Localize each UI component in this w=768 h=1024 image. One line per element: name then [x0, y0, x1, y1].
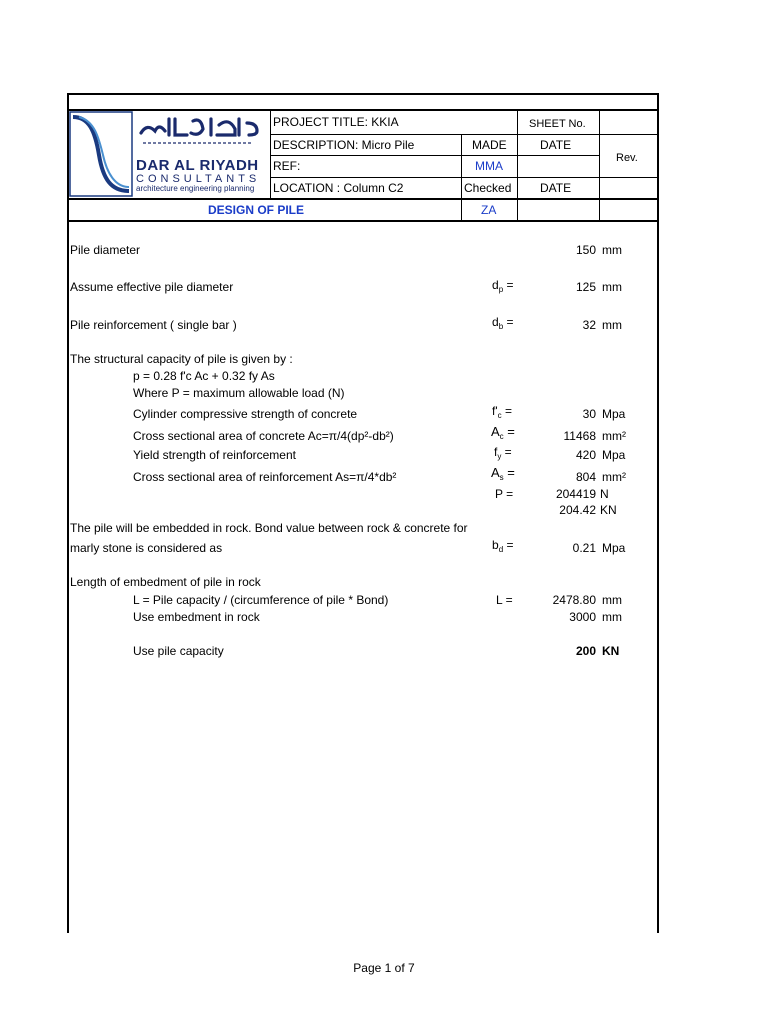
- design-title: DESIGN OF PILE: [208, 203, 305, 217]
- l-symbol: L =: [496, 593, 513, 607]
- pile-diameter-unit: mm: [602, 243, 622, 257]
- logo-tagline: architecture engineering planning: [136, 184, 255, 193]
- fc-label: Cylinder compressive strength of concrete: [133, 407, 358, 421]
- use-embed-value: 3000: [569, 610, 596, 624]
- logo-company-sub: CONSULTANTS: [136, 173, 261, 185]
- reinforcement-label: Pile reinforcement ( single bar ): [70, 318, 237, 332]
- use-embed-unit: mm: [602, 610, 622, 624]
- sheet-border-right: [657, 93, 659, 933]
- use-capacity-value: 200: [575, 644, 596, 658]
- fc-symbol: $f'_c$ =: [492, 404, 512, 420]
- checked-by: ZA: [481, 203, 497, 217]
- as-symbol: $A_s$ =: [491, 465, 515, 482]
- capacity-intro: The structural capacity of pile is given by :: [70, 352, 293, 366]
- sheet-border-left: [67, 93, 69, 933]
- capacity-formula: p = 0.28 f'c Ac + 0.32 fy As: [133, 369, 275, 383]
- header-col-rev: [599, 109, 600, 221]
- capacity-where: Where P = maximum allowable load (N): [133, 386, 345, 400]
- header-line-5: [67, 198, 659, 200]
- fy-label: Yield strength of reinforcement: [133, 448, 296, 462]
- fc-unit: Mpa: [602, 407, 626, 421]
- description: DESCRIPTION: Micro Pile: [273, 138, 415, 152]
- date-label: DATE: [540, 138, 572, 152]
- eff-diameter-label: Assume effective pile diameter: [70, 280, 234, 294]
- ac-value: 11468: [563, 429, 596, 443]
- fy-symbol: $f_y$ =: [494, 445, 512, 461]
- location: LOCATION : Column C2: [273, 181, 404, 195]
- fy-value: 420: [575, 448, 596, 462]
- use-capacity-label: Use pile capacity: [133, 644, 224, 658]
- date-label-2: DATE: [540, 181, 572, 195]
- reinforcement-unit: mm: [602, 318, 622, 332]
- made-label: MADE: [472, 138, 507, 152]
- ac-unit: mm²: [602, 429, 626, 443]
- header-col-made: [461, 134, 462, 221]
- eff-diameter-unit: mm: [602, 280, 622, 294]
- use-embed-label: Use embedment in rock: [133, 610, 260, 624]
- header-line-6: [67, 220, 659, 222]
- dar-al-riyadh-logo-icon: [69, 111, 133, 197]
- bond-unit: Mpa: [602, 541, 626, 555]
- l-formula: L = Pile capacity / (circumference of pile * Bond): [133, 593, 389, 607]
- made-by: MMA: [475, 159, 503, 173]
- logo-company-name: DAR AL RIYADH: [136, 157, 259, 174]
- as-unit: mm²: [602, 470, 626, 484]
- p-symbol: P =: [495, 487, 514, 501]
- fy-unit: Mpa: [602, 448, 626, 462]
- checked-label: Checked: [464, 181, 512, 195]
- pile-diameter-value: 150: [575, 243, 596, 257]
- ac-symbol: $A_c$ =: [491, 424, 515, 441]
- reinforcement-symbol: $d_b$ =: [492, 315, 514, 331]
- bond-text-1: The pile will be embedded in rock. Bond value between rock & concrete for: [70, 521, 468, 535]
- eff-diameter-value: 125: [575, 280, 596, 294]
- bond-symbol: $b_d$ =: [492, 538, 514, 554]
- l-value: 2478.80: [552, 593, 596, 607]
- header-line-2: [270, 134, 659, 135]
- l-unit: mm: [602, 593, 622, 607]
- fc-value: 30: [582, 407, 596, 421]
- bond-text-2: marly stone is considered as: [70, 541, 223, 555]
- eff-diameter-symbol: $d_p$ =: [492, 278, 514, 294]
- as-label: Cross sectional area of reinforcement As=π/4*db²: [133, 470, 397, 484]
- reinforcement-value: 32: [582, 318, 596, 332]
- bond-value: 0.21: [572, 541, 596, 555]
- header-col-date: [517, 109, 518, 221]
- project-title: PROJECT TITLE: KKIA: [273, 115, 399, 129]
- p-unit: N: [600, 487, 609, 501]
- rev-label: Rev.: [616, 152, 638, 164]
- arabic-logotype: [135, 111, 267, 151]
- company-logo: [69, 111, 270, 198]
- p-value: 204419: [555, 487, 596, 501]
- header-line-3: [270, 155, 600, 156]
- sheet-no-label: SHEET No.: [529, 118, 586, 130]
- as-value: 804: [575, 470, 596, 484]
- ref-label: REF:: [273, 159, 301, 173]
- use-capacity-unit: KN: [602, 644, 620, 658]
- sheet-border-top: [67, 93, 659, 95]
- p-value-kn: 204.42: [559, 503, 596, 517]
- header-line-4: [270, 177, 659, 178]
- ac-label: Cross sectional area of concrete Ac=π/4(dp²-db²): [133, 429, 394, 443]
- header-col-logo: [270, 109, 271, 199]
- pile-diameter-label: Pile diameter: [70, 243, 141, 257]
- embed-title: Length of embedment of pile in rock: [70, 575, 261, 589]
- p-unit-kn: KN: [600, 503, 617, 517]
- page-number: Page 1 of 7: [353, 961, 415, 975]
